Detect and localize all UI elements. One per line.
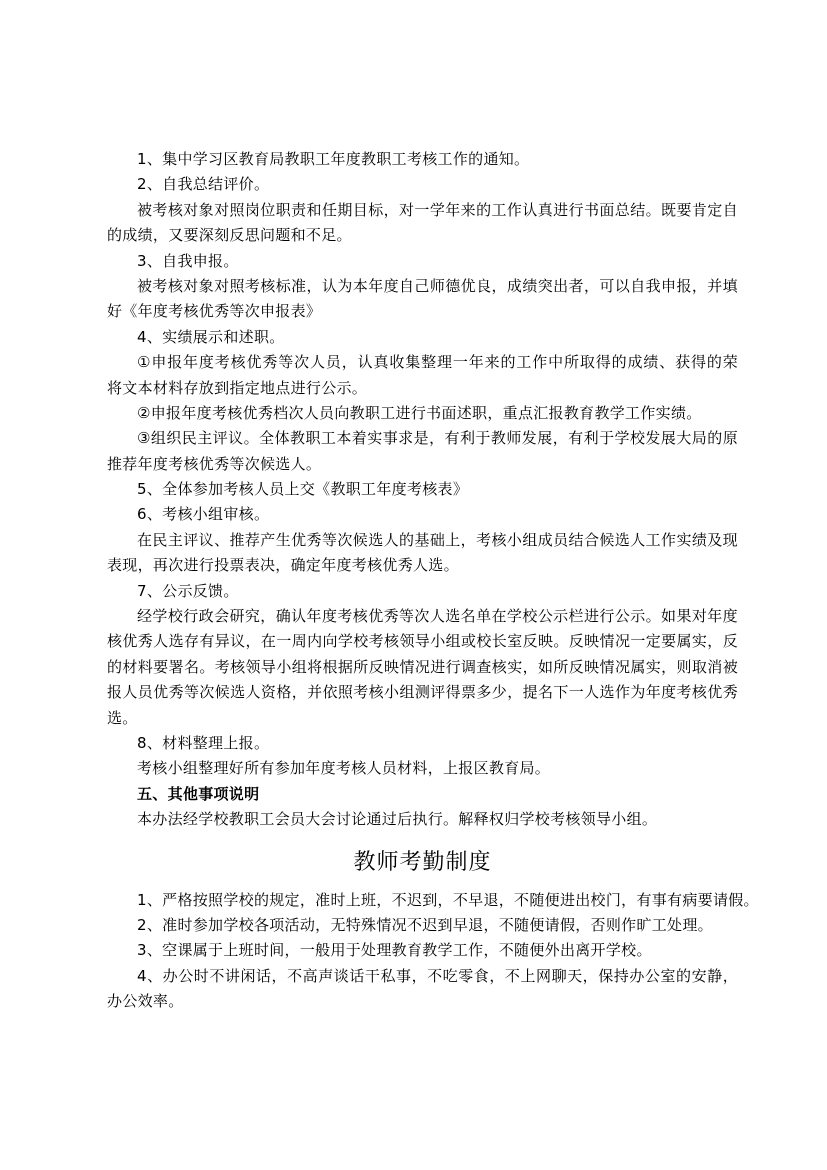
text-line: 7、公示反馈。 <box>137 581 239 600</box>
text-line: 好《年度考核优秀等次申报表》 <box>107 302 322 321</box>
section-heading: 五、其他事项说明 <box>137 784 260 803</box>
text-line: 经学校行政会研究，确认年度考核优秀等次人选名单在学校公示栏进行公示。如果对年度 <box>137 607 738 626</box>
text-line: 2、自我总结评价。 <box>137 175 270 194</box>
text-line: 1、集中学习区教育局教职工年度教职工考核工作的通知。 <box>137 150 530 168</box>
text-line: 被考核对象对照考核标准，认为本年度自己师德优良，成绩突出者，可以自我申报，并填 <box>137 276 738 295</box>
text-line: 考核小组整理好所有参加年度考核人员材料，上报区教育局。 <box>137 759 551 778</box>
text-line: 在民主评议、推荐产生优秀等次候选人的基础上，考核小组成员结合候选人工作实绩及现 <box>137 530 738 549</box>
text-line: 8、材料整理上报。 <box>137 733 270 752</box>
text-line: ②申报年度考核优秀档次人员向教职工进行书面述职，重点汇报教育教学工作实绩。 <box>137 403 702 422</box>
text-line: 将文本材料存放到指定地点进行公示。 <box>107 378 368 397</box>
text-line: 2、准时参加学校各项活动，无特殊情况不迟到早退，不随便请假，否则作旷工处理。 <box>137 915 713 934</box>
section-title: 教师考勤制度 <box>353 849 492 875</box>
text-line: 的材料要署名。考核领导小组将根据所反映情况进行调查核实，如所反映情况属实，则取消被 <box>107 657 738 676</box>
text-line: 6、考核小组审核。 <box>137 505 270 524</box>
text-line: 被考核对象对照岗位职责和任期目标，对一学年来的工作认真进行书面总结。既要肯定自 <box>137 200 738 219</box>
text-line: 选。 <box>107 708 138 727</box>
text-line: 本办法经学校教职工会员大会讨论通过后执行。解释权归学校考核领导小组。 <box>137 810 658 829</box>
text-line: 核优秀人选存有异议，在一周内向学校考核领导小组或校长室反映。反映情况一定要属实，反 <box>107 632 738 651</box>
document-body <box>107 147 759 1015</box>
text-line: 表现，再次进行投票表决，确定年度考核优秀人选。 <box>107 556 459 575</box>
text-line: 4、办公时不讲闲话，不高声谈话干私事，不吃零食，不上网聊天，保持办公室的安静， <box>137 966 738 985</box>
text-line: ③组织民主评议。全体教职工本着实事求是，有利于教师发展，有利于学校发展大局的原 <box>137 429 738 448</box>
text-line: 5、全体参加考核人员上交《教职工年度考核表》 <box>137 480 469 499</box>
text-line: ①申报年度考核优秀等次人员，认真收集整理一年来的工作中所取得的成绩、获得的荣 <box>137 353 738 372</box>
attendance-rules-section <box>107 888 759 1015</box>
text-line: 1、严格按照学校的规定，准时上班，不迟到，不早退，不随便进出校门，有事有病要请假。 <box>137 890 759 909</box>
assessment-procedure-section <box>107 147 738 833</box>
text-line: 报人员优秀等次候选人资格，并依照考核小组测评得票多少，提名下一人选作为年度考核优秀 <box>107 683 738 702</box>
text-line: 推荐年度考核优秀等次候选人。 <box>107 454 322 473</box>
text-line: 4、实绩展示和述职。 <box>137 327 285 346</box>
text-line: 3、空课属于上班时间，一般用于处理教育教学工作，不随便外出离开学校。 <box>137 941 652 960</box>
text-line: 的成绩，又要深刻反思问题和不足。 <box>107 226 352 245</box>
text-line: 办公效率。 <box>107 992 184 1011</box>
text-line: 3、自我申报。 <box>137 251 239 270</box>
